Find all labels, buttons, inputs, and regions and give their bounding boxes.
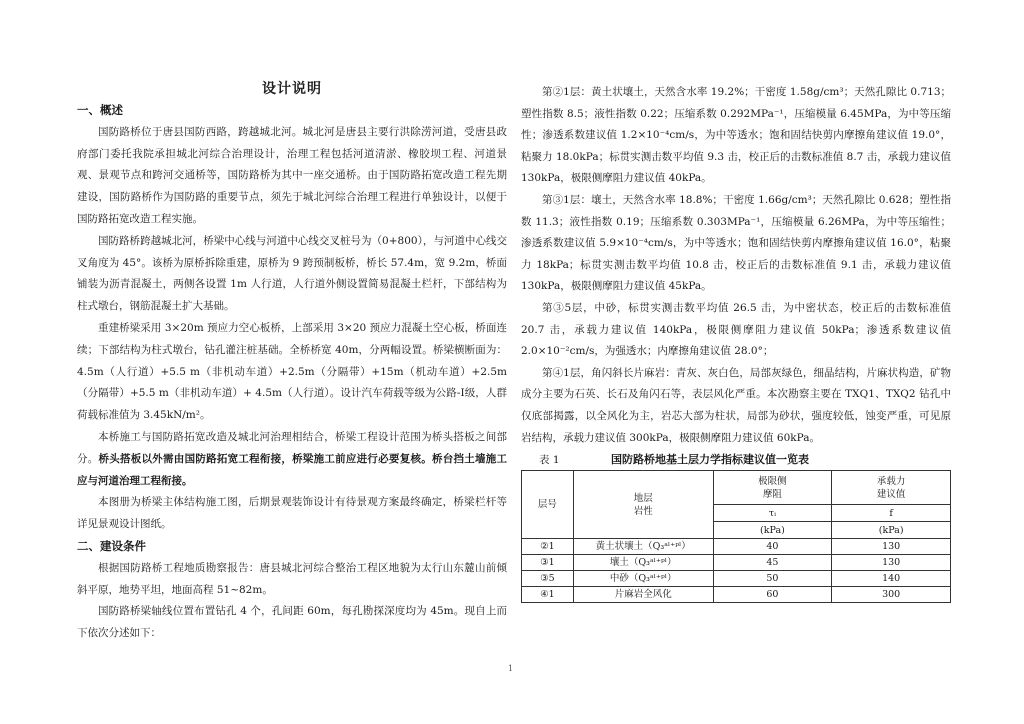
overview-paragraph-2: 国防路桥跨越城北河，桥梁中心线与河道中心线交叉桩号为（0+800），与河道中心线交叉角度为 45°。该桥为原桥拆除重建，原桥为 9 跨预制板桥，桥长 57.4m，宽 9.2m，桥面铺装为沥青混凝土，两侧各设置 1m 人行道，人行道外侧设置简易混凝土栏杆，下部结构为柱式墩台，钢筋混凝土扩大基础。 — [77, 234, 507, 313]
overview-paragraph-5: 本图册为桥梁主体结构施工图，后期景观装饰设计有待景观方案最终确定，桥梁栏杆等详见景观设计图纸。 — [77, 496, 507, 531]
layer-2-1-description: 第②1层：黄土状壤土，天然含水率 19.2%；干密度 1.58g/cm³；天然孔隙比 0.713；塑性指数 8.5；液性指数 0.22；压缩系数 0.292MPa⁻¹，压缩模量 6.45MPa，为中等压缩性；渗透系数建议值 1.2×10⁻⁴cm/s，为中等透水；饱和固结快剪内摩擦角建议值 19.0°，粘聚力 18.0kPa；标贯实测击数平均值 9.3 击，校正后的击数标准值 8.7 击，承载力建议值 130kPa，极限侧摩阻力建议值 40kPa。 — [521, 86, 951, 185]
row-layer-no: ③5 — [522, 571, 574, 587]
row-lithology: 片麻岩全风化 — [573, 587, 713, 603]
row-bearing: 130 — [832, 539, 951, 555]
header-bearing-symbol: f — [832, 505, 951, 522]
row-friction: 45 — [713, 555, 832, 571]
row-bearing: 130 — [832, 555, 951, 571]
row-friction: 50 — [713, 571, 832, 587]
header-friction-unit: (kPa) — [713, 522, 832, 539]
overview-paragraph-4 — [77, 427, 507, 492]
row-bearing: 140 — [832, 571, 951, 587]
header-friction-symbol: τᵢ — [713, 505, 832, 522]
row-friction: 60 — [713, 587, 832, 603]
header-friction-line-1: 极限侧 — [758, 475, 787, 487]
table-caption — [521, 450, 951, 470]
row-layer-no: ④1 — [522, 587, 574, 603]
row-layer-no: ③1 — [522, 555, 574, 571]
overview-heading: 一、概述 — [77, 103, 123, 117]
page-title: 设计说明 — [262, 81, 322, 97]
layer-3-5-description: 第③5层，中砂，标贯实测击数平均值 26.5 击，为中密状态，校正后的击数标准值 20.7 击，承载力建议值 140kPa，极限侧摩阻力建议值 50kPa；渗透系数建议值 2.0×10⁻²cm/s，为强透水；内摩擦角建议值 28.0°； — [521, 301, 951, 358]
layer-4-1-description: 第④1层，角闪斜长片麻岩：青灰、灰白色，局部灰绿色，细晶结构，片麻状构造，矿物成分主要为石英、长石及角闪石等，表层风化严重。本次勘察主要在 TXQ1、TXQ2 钻孔中仅底部揭露，以全风化为主，岩芯大部为柱状，局部为砂状，强度较低，蚀变严重，可见原岩结构，承载力建议值 300kPa，极限侧摩阻力建议值 60kPa。 — [521, 366, 951, 444]
table-number: 表 1 — [539, 454, 560, 467]
conditions-paragraph-1: 根据国防路桥工程地质勘察报告：唐县城北河综合整治工程区地貌为太行山东麓山前倾斜平原，地势平坦，地面高程 51~82m。 — [77, 561, 507, 596]
table-header-row — [522, 471, 951, 505]
header-lithology — [573, 471, 713, 539]
overview-paragraph-1: 国防路桥位于唐县国防西路，跨越城北河。城北河是唐县主要行洪除涝河道，受唐县政府部门委托我院承担城北河综合治理设计，治理工程包括河道清淤、橡胶坝工程、河道景观、景观节点和跨河交通桥等，国防路桥为其中一座交通桥。由于国防路拓宽改造工程先期建设，国防路桥作为国防路的重要节点，须先于城北河综合治理工程进行单独设计，以便于国防路拓宽改造工程实施。 — [77, 125, 507, 225]
right-column — [521, 82, 951, 603]
conditions-heading: 二、建设条件 — [77, 538, 146, 553]
left-column — [77, 78, 507, 645]
layer-3-1-description: 第③1层：壤土，天然含水率 18.8%；干密度 1.66g/cm³；天然孔隙比 0.628；塑性指数 11.3；液性指数 0.19；压缩系数 0.303MPa⁻¹，压缩模量 6.26MPa，为中等压缩性；渗透系数建议值 5.9×10⁻⁴cm/s，为中等透水；饱和固结快剪内摩擦角建议值 16.0°，粘聚力 18kPa；标贯实测击数平均值 10.8 击，校正后的击数标准值 9.1 击，承载力建议值 130kPa，极限侧摩阻力建议值 45kPa。 — [521, 193, 951, 293]
row-layer-no: ②1 — [522, 539, 574, 555]
row-lithology: 壤土（Q₃ᵃˡ⁺ᵖˡ） — [573, 555, 713, 571]
conditions-paragraph-2: 国防路桥梁轴线位置布置钻孔 4 个，孔间距 60m，每孔勘探深度均为 45m。现自上而下依次分述如下： — [77, 605, 507, 640]
header-lithology-line-1: 地层 — [633, 492, 653, 504]
header-lithology-line-2: 岩性 — [633, 505, 653, 517]
header-bearing-line-1: 承载力 — [876, 475, 906, 487]
row-lithology: 中砂（Q₃ᵃˡ⁺ᵖˡ） — [573, 571, 713, 587]
table-row — [522, 587, 951, 603]
row-lithology: 黄土状壤土（Q₃ᵃˡ⁺ᵖˡ） — [573, 539, 713, 555]
header-bearing — [832, 471, 951, 505]
row-bearing: 300 — [832, 587, 951, 603]
header-friction-line-2: 摩阻 — [762, 488, 782, 500]
table-row — [522, 571, 951, 587]
header-layer-no: 层号 — [522, 471, 574, 539]
overview-paragraph-4-bold: 桥头搭板以外需由国防路拓宽工程衔接，桥梁施工前应进行必要复核。桥台挡土墙施工应与河道治理工程衔接。 — [77, 452, 508, 487]
table-row — [522, 555, 951, 571]
overview-paragraph-4-normal: 本桥施工与国防路拓宽改造及城北河治理相结合，桥梁工程设计范围为桥头搭板之间部分。 — [77, 430, 507, 465]
overview-paragraph-3: 重建桥梁采用 3×20m 预应力空心板桥，上部采用 3×20 预应力混凝土空心板，桥面连续；下部结构为柱式墩台，钻孔灌注桩基础。全桥桥宽 40m，分两幅设置。桥梁横断面为： 4.5m（人行道）+5.5 m（非机动车道）+2.5m（分隔带）+15m（机动车道）+2.5m（分隔带）+5.5 m（非机动车道）+ 4.5m（人行道）。设计汽车荷载等级为公路-Ⅰ级，人群荷载标准值为 3.45kN/m²。 — [77, 321, 507, 422]
table-row — [522, 539, 951, 555]
soil-parameters-table — [521, 470, 951, 603]
row-friction: 40 — [713, 539, 832, 555]
page-number: 1 — [508, 664, 514, 673]
header-bearing-unit: (kPa) — [832, 522, 951, 539]
header-bearing-line-2: 建议值 — [876, 488, 906, 500]
table-title: 国防路桥地基土层力学指标建议值一览表 — [611, 453, 809, 467]
header-friction — [713, 471, 832, 505]
